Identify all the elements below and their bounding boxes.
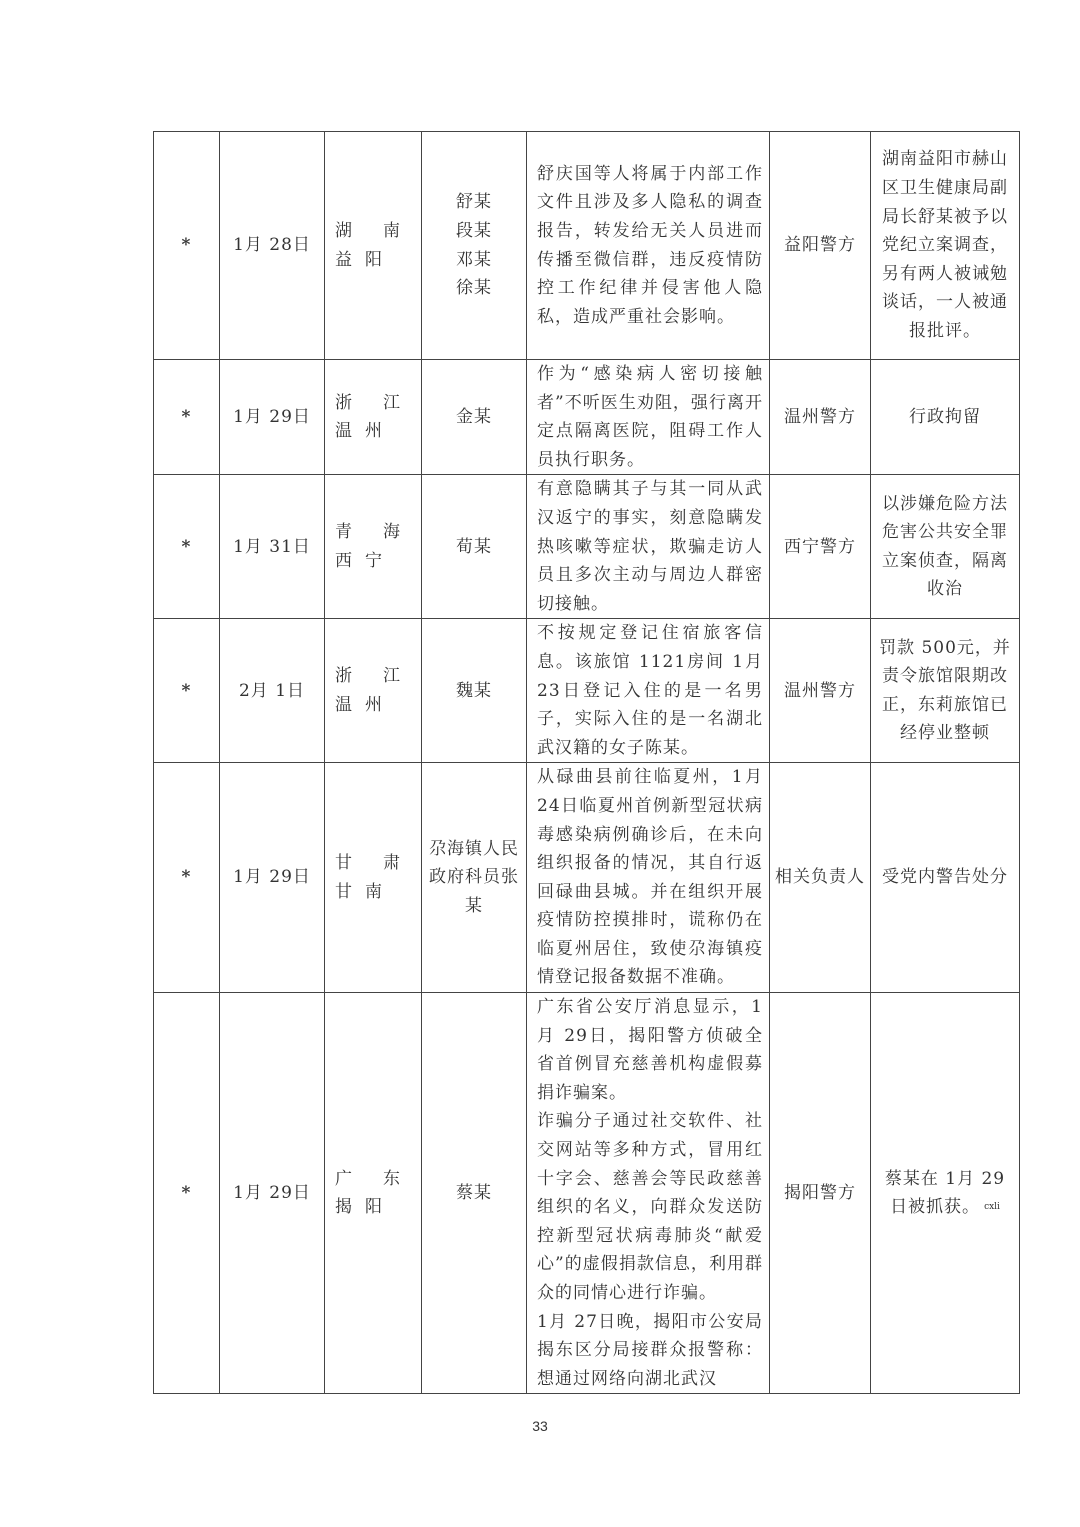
row-mark: * [154, 132, 220, 360]
row-mark: * [154, 763, 220, 993]
table-row [154, 763, 1020, 993]
person-name: 魏某 [456, 680, 492, 701]
row-date: 1月 31日 [220, 475, 325, 619]
row-location: 广东揭阳 [325, 993, 422, 1394]
row-authority: 揭阳警方 [770, 993, 871, 1394]
page-number: 33 [532, 1418, 548, 1434]
row-authority: 温州警方 [770, 619, 871, 763]
row-result: 行政拘留 [871, 360, 1020, 475]
row-description [527, 619, 770, 763]
description-paragraph: 诈骗分子通过社交软件、社交网站等多种方式，冒用红十字会、慈善会等民政慈善组织的名义，向群众发送防控新型冠状病毒肺炎“献爱心”的虚假捐款信息，利用群众的同情心进行诈骗。 [537, 1111, 763, 1303]
row-description [527, 132, 770, 360]
row-persons [422, 993, 527, 1394]
row-authority: 相关负责人 [770, 763, 871, 993]
person-name: 金某 [456, 406, 492, 427]
description-paragraph: 不按规定登记住宿旅客信息。该旅馆 1121房间 1月 23日登记入住的是一名男子，实际入住的是一名湖北武汉籍的女子陈某。 [537, 623, 763, 758]
row-persons [422, 763, 527, 993]
table-row [154, 360, 1020, 475]
endnote-marker: cxli [984, 1202, 1000, 1213]
table-row [154, 993, 1020, 1394]
table-row [154, 475, 1020, 619]
description-paragraph: 作为“感染病人密切接触者”不听医生劝阻，强行离开定点隔离医院，阻碍工作人员执行职务。 [537, 364, 763, 470]
person-name: 舒某 [456, 192, 492, 213]
row-location: 甘肃甘南 [325, 763, 422, 993]
row-mark: * [154, 993, 220, 1394]
row-date: 1月 29日 [220, 993, 325, 1394]
row-persons [422, 360, 527, 475]
row-location: 青海西宁 [325, 475, 422, 619]
description-paragraph: 1月 27日晚，揭阳市公安局揭东区分局接群众报警称：想通过网络向湖北武汉 [537, 1311, 763, 1389]
case-table [153, 131, 1020, 1394]
person-name: 尕海镇人民政府科员张某 [429, 838, 519, 916]
row-date: 1月 29日 [220, 360, 325, 475]
row-authority: 温州警方 [770, 360, 871, 475]
person-name: 邓某 [456, 249, 492, 270]
person-name: 荀某 [456, 536, 492, 557]
row-description [527, 993, 770, 1394]
row-date: 1月 28日 [220, 132, 325, 360]
row-mark: * [154, 619, 220, 763]
table-row [154, 132, 1020, 360]
row-location: 浙江温州 [325, 619, 422, 763]
row-persons [422, 475, 527, 619]
table-row [154, 619, 1020, 763]
description-paragraph: 从碌曲县前往临夏州，1月 24日临夏州首例新型冠状病毒感染病例确诊后，在未向组织报备的情况，其自行返回碌曲县城。并在组织开展疫情防控摸排时，谎称仍在临夏州居住，致使尕海镇疫情登记报备数据不准确。 [537, 767, 763, 988]
row-result: 受党内警告处分 [871, 763, 1020, 993]
row-result [871, 993, 1020, 1394]
row-mark: * [154, 360, 220, 475]
row-description [527, 763, 770, 993]
row-persons [422, 132, 527, 360]
row-location: 湖南益阳 [325, 132, 422, 360]
row-persons [422, 619, 527, 763]
result-text: 蔡某在 1月 29日被抓获。 [884, 1168, 1006, 1218]
row-result: 湖南益阳市赫山区卫生健康局副局长舒某被予以党纪立案调查，另有两人被诫勉谈话，一人被通报批评。 [871, 132, 1020, 360]
row-description [527, 360, 770, 475]
description-paragraph: 广东省公安厅消息显示，1月 29日，揭阳警方侦破全省首例冒充慈善机构虚假募捐诈骗案。 [537, 997, 763, 1103]
row-authority: 益阳警方 [770, 132, 871, 360]
row-date: 2月 1日 [220, 619, 325, 763]
description-paragraph: 舒庆国等人将属于内部工作文件且涉及多人隐私的调查报告，转发给无关人员进而传播至微信群，违反疫情防控工作纪律并侵害他人隐私，造成严重社会影响。 [537, 163, 763, 327]
person-name: 蔡某 [456, 1182, 492, 1203]
row-result: 罚款 500元，并责令旅馆限期改正，东莉旅馆已经停业整顿 [871, 619, 1020, 763]
row-mark: * [154, 475, 220, 619]
person-name: 段某 [456, 220, 492, 241]
row-location: 浙江温州 [325, 360, 422, 475]
row-date: 1月 29日 [220, 763, 325, 993]
case-table-body [154, 132, 1020, 1394]
person-name: 徐某 [456, 278, 492, 299]
description-paragraph: 有意隐瞒其子与其一同从武汉返宁的事实，刻意隐瞒发热咳嗽等症状，欺骗走访人员且多次主动与周边人群密切接触。 [537, 479, 763, 614]
row-description [527, 475, 770, 619]
row-authority: 西宁警方 [770, 475, 871, 619]
row-result: 以涉嫌危险方法危害公共安全罪立案侦查，隔离收治 [871, 475, 1020, 619]
